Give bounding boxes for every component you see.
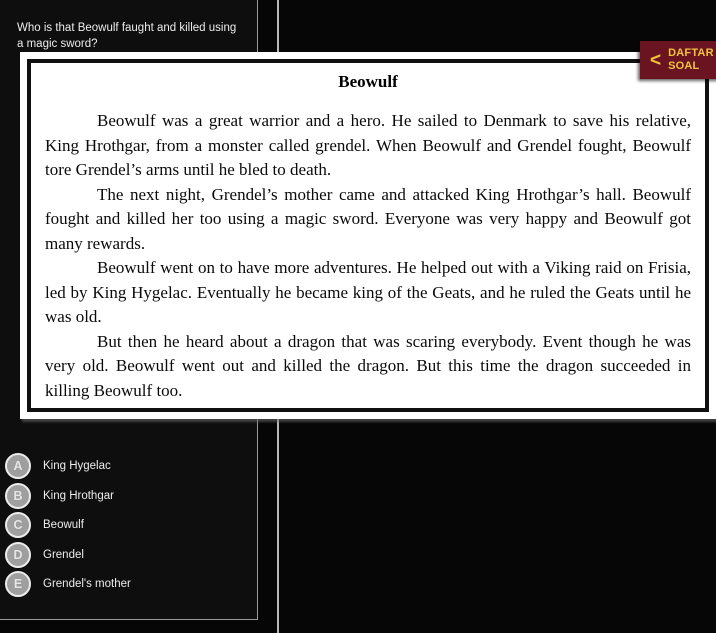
- option-d-label: Grendel: [43, 548, 84, 561]
- daftar-soal-button[interactable]: [640, 41, 716, 79]
- option-b-label: King Hrothgar: [43, 489, 114, 502]
- option-b-badge: B: [5, 483, 31, 509]
- chevron-left-icon: <: [650, 49, 662, 71]
- passage-paragraph: The next night, Grendel’s mother came and attacked King Hrothgar’s hall. Beowulf fought and killed her too using a magic sword. Everyone was very happy and Beowulf got many rewards.: [45, 184, 691, 253]
- passage-paragraph: Beowulf went on to have more adventures. He helped out with a Viking raid on Frisia, led by King Hygelac. Eventually he became king of the Geats, and he ruled the Geats until he was old.: [45, 258, 691, 326]
- reading-passage-panel: [20, 49, 716, 419]
- option-d[interactable]: [5, 542, 255, 568]
- option-e-label: Grendel's mother: [43, 578, 131, 590]
- daftar-soal-label: DAFTAR SOAL: [668, 47, 714, 72]
- passage-paragraph: But then he heard about a dragon that was scaring everybody. Event though he was very old. Beowulf went out and killed the dragon. But this time the dragon succeeded in killing Beowulf too.: [45, 331, 691, 400]
- option-c[interactable]: [5, 512, 255, 538]
- reading-passage-frame: [27, 59, 709, 412]
- option-c-badge: C: [5, 512, 31, 538]
- passage-title: Beowulf: [338, 72, 398, 91]
- option-a[interactable]: [5, 453, 255, 479]
- passage-paragraph: Beowulf was a great warrior and a hero. He sailed to Denmark to save his relative, King Hrothgar, from a monster called grendel. When Beowulf and Grendel fought, Beowulf tore Grendel’s arms until he bled to death.: [45, 111, 691, 179]
- option-e-badge: E: [5, 571, 31, 597]
- option-a-badge: A: [5, 453, 31, 479]
- question-text: Who is that Beowulf faught and killed using a magic sword?: [17, 22, 237, 50]
- answer-options-list: [5, 453, 255, 601]
- option-c-label: Beowulf: [43, 519, 84, 531]
- option-a-label: King Hygelac: [43, 460, 111, 472]
- option-e[interactable]: [5, 571, 255, 597]
- option-b[interactable]: [5, 483, 255, 509]
- option-d-badge: D: [5, 542, 31, 568]
